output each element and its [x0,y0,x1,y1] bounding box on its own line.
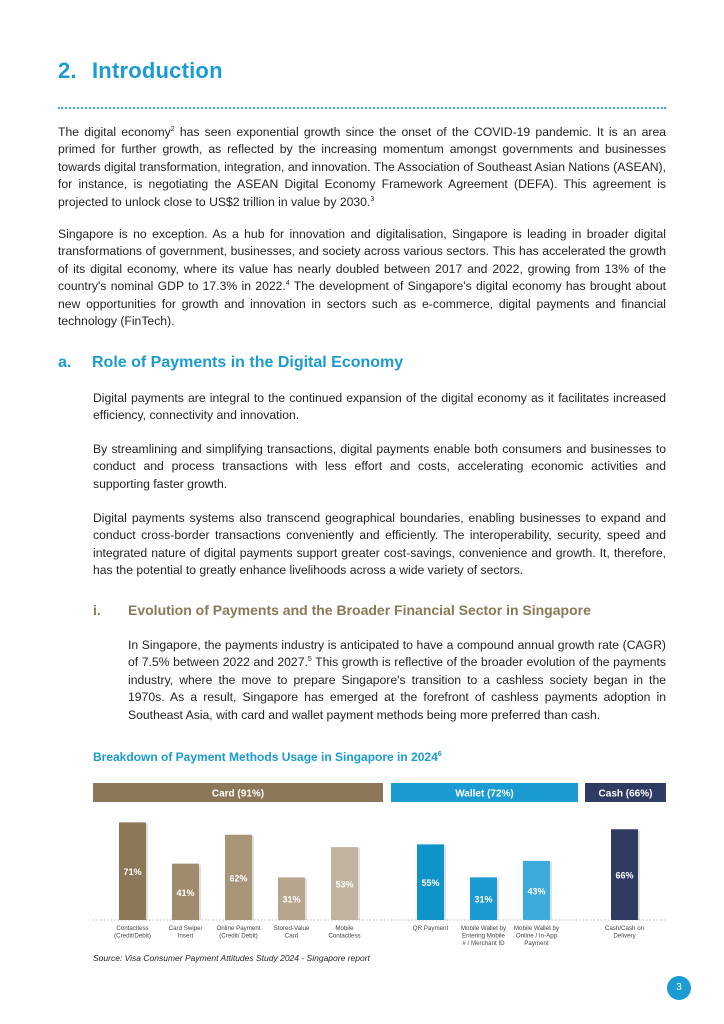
category-label: (Credit/Debit) [114,932,151,940]
category-label: Online Payment [216,925,261,932]
group-header-label: Wallet (72%) [455,788,514,800]
bar-value-label: 66% [615,870,634,881]
category-label: Card Swipe/ [168,925,203,932]
bar-value-label: 71% [123,867,142,878]
intro-paragraph-2 [58,226,666,330]
bar-value-label: 62% [229,873,248,884]
category-label: Contactless [116,925,149,932]
footnote-ref: 6 [437,751,442,758]
payments-paragraph-3: Digital payments systems also transcend geographical boundaries, enabling businesses to expand and conduct cross-border transactions conveniently and efficiently. The interoperability, security, speed and integrated nature of digital payments support greater cost-savings, convenience and growth. It, therefore, has the potential to greatly enhance livelihoods across a wide variety of sectors. [93,511,666,578]
category-label: Insert [177,932,194,940]
page-number: 3 [667,976,691,1000]
subsubsection-title: Evolution of Payments and the Broader Financial Sector in Singapore [128,602,591,618]
category-label: # / Merchant ID [462,940,505,947]
category-label: Delivery [613,932,636,940]
payments-paragraph-2: By streamlining and simplifying transactions, digital payments enable both consumers and businesses to conduct and process transactions with less effort and costs, accelerating economic activities and supporting faster growth. [93,442,666,491]
dotted-divider [58,107,666,109]
category-label: Entering Mobile [462,932,505,940]
subsection-heading [58,354,403,372]
bar-value-label: 31% [474,894,493,905]
intro-paragraph-1 [58,124,666,211]
payments-paragraph-1: Digital payments are integral to the continued expansion of the digital economy as it facilitates increased efficiency, connectivity and innovation. [93,391,666,423]
footnote-ref: 5 [307,656,312,664]
bar-value-label: 31% [282,894,301,905]
section-title: Introduction [92,58,223,83]
section-number: 2. [58,58,77,83]
text-run: In Singapore, the payments industry is anticipated to have a compound annual growth rate (CAGR) of 7.5% between 2022 and 2027. [128,638,666,670]
group-header-label: Card (91%) [211,788,265,800]
group-header-label: Cash (66%) [598,788,653,800]
text-run: The digital economy [58,125,171,139]
category-label: Payment [524,940,549,947]
category-label: Online / In-App [515,932,558,940]
subsection-title: Role of Payments in the Digital Economy [92,354,404,371]
category-label: QR Payment [412,925,449,932]
chart-title [93,750,442,764]
category-label: Contactless [328,932,361,940]
category-label: (Credit/ Debit) [219,932,258,940]
footnote-ref: 4 [285,280,290,288]
category-label: Stored-Value [273,925,310,932]
category-label: Mobile [335,925,354,932]
evolution-paragraph [128,637,666,724]
category-label: Mobile Wallet by [460,925,507,932]
payment-methods-chart [93,780,666,952]
bar-value-label: 55% [421,878,440,889]
subsection-number: a. [58,354,72,371]
category-label: Card [284,932,299,940]
chart-title-text: Breakdown of Payment Methods Usage in Singapore in 2024 [93,750,438,764]
section-heading [58,58,223,84]
footnote-ref: 2 [170,125,175,133]
bar-value-label: 43% [527,886,546,897]
subsubsection-number: i. [93,602,101,618]
text-run: has seen exponential growth since the onset of the COVID-19 pandemic. It is an area primed for further growth, as reflected by the increasing momentum amongst governments and businesses towards digital transformation, integration, and innovation. The Association of Southeast Asian Nations (ASEAN), for instance, is negotiating the ASEAN Digital Economy Framework Agreement (DEFA). This agreement is projected to unlock close to US$2 trillion in value by 2030. [58,125,666,209]
footnote-ref: 3 [370,195,375,203]
text-run: This growth is reflective of the broader evolution of the payments industry, where the move to prepare Singapore's transition to a cashless society began in the 1970s. As a result, Singapore has emerged at the forefront of cashless payments adoption in Southeast Asia, with card and wallet payment methods being more preferred than cash. [128,655,667,722]
text-run: The development of Singapore's digital economy has brought about new opportunities for growth and innovation in sectors such as e-commerce, digital payments and financial technology (FinTech). [58,279,666,329]
category-label: Cash/Cash on [604,925,645,932]
text-run: Singapore is no exception. As a hub for innovation and digitalisation, Singapore is leading in broader digital transformations of government, businesses, and society across various sectors. This has accelerated the growth of its digital economy, where its value has nearly doubled between 2017 and 2022, growing from 13% of the country's nominal GDP to 17.3% in 2022. [58,227,666,294]
bar-value-label: 53% [335,879,354,890]
category-label: Mobile Wallet by [513,925,560,932]
bar-value-label: 41% [176,887,195,898]
subsubsection-heading [93,602,591,618]
chart-source: Source: Visa Consumer Payment Attitudes Study 2024 - Singapore report [93,953,370,963]
